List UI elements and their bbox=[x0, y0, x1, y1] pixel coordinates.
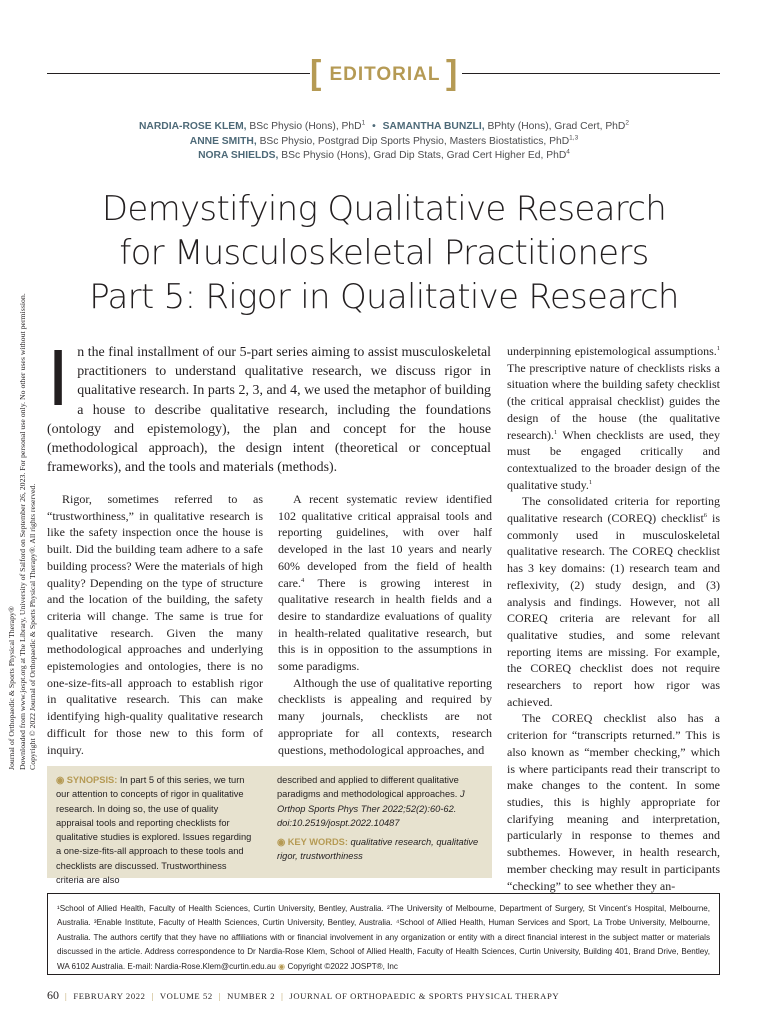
body-column-3 bbox=[507, 343, 720, 894]
synopsis-text: described and applied to different qualitative paradigms and methodological approaches. bbox=[277, 775, 459, 800]
title-line: for Musculoskeletal Practitioners bbox=[119, 233, 649, 273]
author-line-3 bbox=[100, 149, 668, 164]
keywords-label-text: KEY WORDS: bbox=[287, 837, 348, 848]
download-permission-note bbox=[7, 180, 47, 770]
footer-separator: | bbox=[65, 991, 68, 1001]
lead-paragraph bbox=[47, 333, 491, 477]
paragraph: The COREQ checklist also has a criterion for “transcripts returned.” This is also known as “member checking,” which is where participants read their transcript to make changes to the content. In some studies, this is highly appropriate for clarifying meaning and interpretation, particularly in response to themes and subthemes. However, in health research, member checking may result in participants “checking” to see whether they an- bbox=[507, 711, 720, 893]
reference-mark: 4 bbox=[300, 576, 305, 584]
paragraph: Although the use of qualitative reporting checklists is appealing and required by many journals, checklists are not appropriate for all contexts, research questions, methodological approaches, and bbox=[278, 675, 492, 757]
side-note-line: Downloaded from www.jospt.org at The Library, University of Salford on September 26, 2023. For personal use only. No other uses without permission. bbox=[17, 293, 27, 770]
footer-separator: | bbox=[151, 991, 154, 1001]
paragraph-text: A recent systematic review identified 102 qualitative critical appraisal tools and reporting guidelines, with over half developed in the last 10 years and nearly 60% developed from the field of health care. bbox=[278, 492, 492, 590]
citation: J Orthop Sports Phys Ther 2022;52(2):60-62. doi:10.2519/jospt.2022.10487 bbox=[277, 789, 465, 828]
author-name: SAMANTHA BUNZLI, bbox=[382, 121, 485, 132]
section-label: EDITORIAL bbox=[329, 64, 441, 85]
page-footer bbox=[47, 988, 737, 1003]
paragraph: Rigor, sometimes referred to as “trustworthiness,” in qualitative research is like the safety inspection once the house is built. Did the building team adhere to a safe building process? Were the materials of high quality? Depending on the type of structure and the location of the building, the safety criteria will change. The same is true for qualitative research. Given the many methodological approaches and underlying epistemologies and ontologies, there is no one-size-fits-all approach to establish rigor in qualitative research. This can make identifying high-quality qualitative research difficult for those new to this form of inquiry. bbox=[47, 492, 263, 757]
reference-mark: 1 bbox=[716, 345, 720, 352]
body-column-2 bbox=[278, 491, 492, 758]
paragraph-text: is commonly used in musculoskeletal qualitative research. The COREQ checklist has 3 key domains: (1) research team and reflexivity, (2) study design, and (3) analysis and findings. However, not all COREQ criteria are relevant for all qualitative studies, and some relevant reporting items are missing. For example, the COREQ checklist does not require researchers to report how rigor was achieved. bbox=[507, 511, 720, 709]
bullet-separator: • bbox=[372, 121, 376, 132]
affiliation-ref: 2 bbox=[625, 119, 629, 127]
affiliation-ref: 1,3 bbox=[569, 134, 579, 142]
bullet-icon: ◉ bbox=[56, 775, 67, 785]
synopsis-right bbox=[277, 773, 487, 864]
page-number: 60 bbox=[47, 988, 59, 1002]
issue-date: FEBRUARY 2022 bbox=[73, 991, 146, 1001]
bullet-icon: ◉ bbox=[277, 837, 288, 848]
drop-cap: I bbox=[47, 333, 70, 422]
paragraph-text: There is growing interest in qualitative research in health fields and a desire to standardize evaluations of quality in health-related qualitative research, but this is in opposition to the assumptions in some paradigms. bbox=[278, 575, 492, 674]
author-name: ANNE SMITH, bbox=[189, 135, 257, 147]
synopsis-label bbox=[56, 775, 117, 785]
synopsis-box bbox=[47, 766, 492, 886]
left-bracket-ornament: [ bbox=[310, 54, 322, 92]
keywords-label bbox=[277, 837, 348, 847]
author-credentials: BPhty (Hons), Grad Cert, PhD bbox=[484, 121, 626, 132]
author-name: NORA SHIELDS, bbox=[198, 150, 279, 161]
synopsis-label-text: SYNOPSIS: bbox=[66, 775, 118, 785]
bullet-icon: ◉ bbox=[278, 961, 286, 971]
author-credentials: BSc Physio (Hons), Grad Dip Stats, Grad Cert Higher Ed, PhD bbox=[278, 150, 567, 161]
author-line-2 bbox=[100, 135, 668, 150]
author-list bbox=[100, 120, 668, 164]
affiliations-footnote bbox=[47, 893, 720, 975]
title-line: Demystifying Qualitative Research bbox=[101, 189, 667, 229]
copyright-text: Copyright ©2022 JOSPT®, Inc bbox=[285, 961, 398, 971]
paragraph bbox=[507, 493, 720, 710]
paragraph-text: The prescriptive nature of checklists risks a situation where the building safety checklist (the critical appraisal checklist) guides the design of the house (the qualitative research). bbox=[507, 360, 720, 442]
paragraph bbox=[278, 491, 492, 675]
footer-separator: | bbox=[281, 991, 284, 1001]
keywords-block bbox=[277, 835, 487, 864]
reference-mark: 1 bbox=[553, 428, 558, 436]
reference-mark: 6 bbox=[703, 512, 708, 520]
header-rule-right bbox=[462, 73, 720, 74]
footnote-text: ¹School of Allied Health, Faculty of Health Sciences, Curtin University, Bentley, Australia. ²The University of Melbourne, Department of Surgery, St Vincent’s Hospital, Melbourne, Australia. ³Enable Institute, Faculty of Health Sciences, Curtin University, Bentley, Australia. ⁴School of Allied Health, Human Services and Sport, La Trobe University, Melbourne, Australia. The authors certify that they have no affiliations with or financial involvement in any organization or entity with a direct financial interest in the subject matter or materials discussed in the article. Address correspondence to Dr Nardia-Rose Klem, School of Allied Health, Faculty of Health Sciences, Curtin University, Building 401, Brand Drive, Bentley, WA 6102 Australia. E-mail: Nardia-Rose.Klem@curtin.edu.au bbox=[57, 904, 710, 971]
affiliation-ref: 4 bbox=[566, 148, 570, 156]
side-note-line: Journal of Orthopaedic & Sports Physical Therapy® bbox=[7, 606, 16, 770]
issue-number: NUMBER 2 bbox=[227, 991, 276, 1001]
synopsis-text: In part 5 of this series, we turn our attention to concepts of rigor in qualitative research. In doing so, the use of quality appraisal tools and reporting checklists for qualitative studies is explored. Issues regarding a one-size-fits-all approach to these tools and checklists are discussed. Trustworthiness criteria are also bbox=[56, 775, 252, 886]
paragraph bbox=[507, 343, 720, 493]
author-name: NARDIA-ROSE KLEM, bbox=[139, 121, 247, 132]
title-line: Part 5: Rigor in Qualitative Research bbox=[89, 277, 679, 317]
footer-separator: | bbox=[218, 991, 222, 1001]
paragraph-text: The consolidated criteria for reporting qualitative research (COREQ) checklist bbox=[507, 494, 720, 526]
author-credentials: BSc Physio, Postgrad Dip Sports Physio, Masters Biostatistics, PhD bbox=[256, 135, 570, 147]
side-note-line: Copyright © 2022 Journal of Orthopaedic & Sports Physical Therapy®. All rights reserved. bbox=[28, 483, 37, 770]
affiliation-ref: 1 bbox=[361, 119, 366, 127]
volume: VOLUME 52 bbox=[159, 991, 213, 1001]
lead-text: n the final installment of our 5-part series aiming to assist musculoskeletal practitioners to understand qualitative research, we discuss rigor in qualitative research. In parts 2, 3, and 4, we used the metaphor of building a house to describe qualitative research, including the foundations (ontology and epistemology), the plan and concept for the house (methodological approach), the design intent (theoretical or conceptual frameworks), and the tools and materials (methods). bbox=[47, 345, 491, 476]
reference-mark: 1 bbox=[588, 478, 593, 486]
synopsis-left bbox=[56, 773, 252, 887]
paragraph-text: underpinning epistemological assumptions. bbox=[507, 344, 717, 358]
keywords: qualitative research, qualitative rigor, trustworthiness bbox=[277, 837, 479, 862]
paragraph-text: When checklists are used, they must be engaged critically and contextualized to the broader design of the qualitative study. bbox=[507, 427, 720, 492]
author-line-1 bbox=[100, 120, 668, 135]
author-credentials: BSc Physio (Hons), PhD bbox=[246, 121, 362, 132]
right-bracket-ornament: ] bbox=[446, 54, 458, 92]
article-title bbox=[80, 187, 688, 319]
body-column-1 bbox=[47, 491, 263, 758]
journal-name: JOURNAL OF ORTHOPAEDIC & SPORTS PHYSICAL THERAPY bbox=[289, 991, 560, 1001]
header-rule-left bbox=[47, 73, 310, 74]
